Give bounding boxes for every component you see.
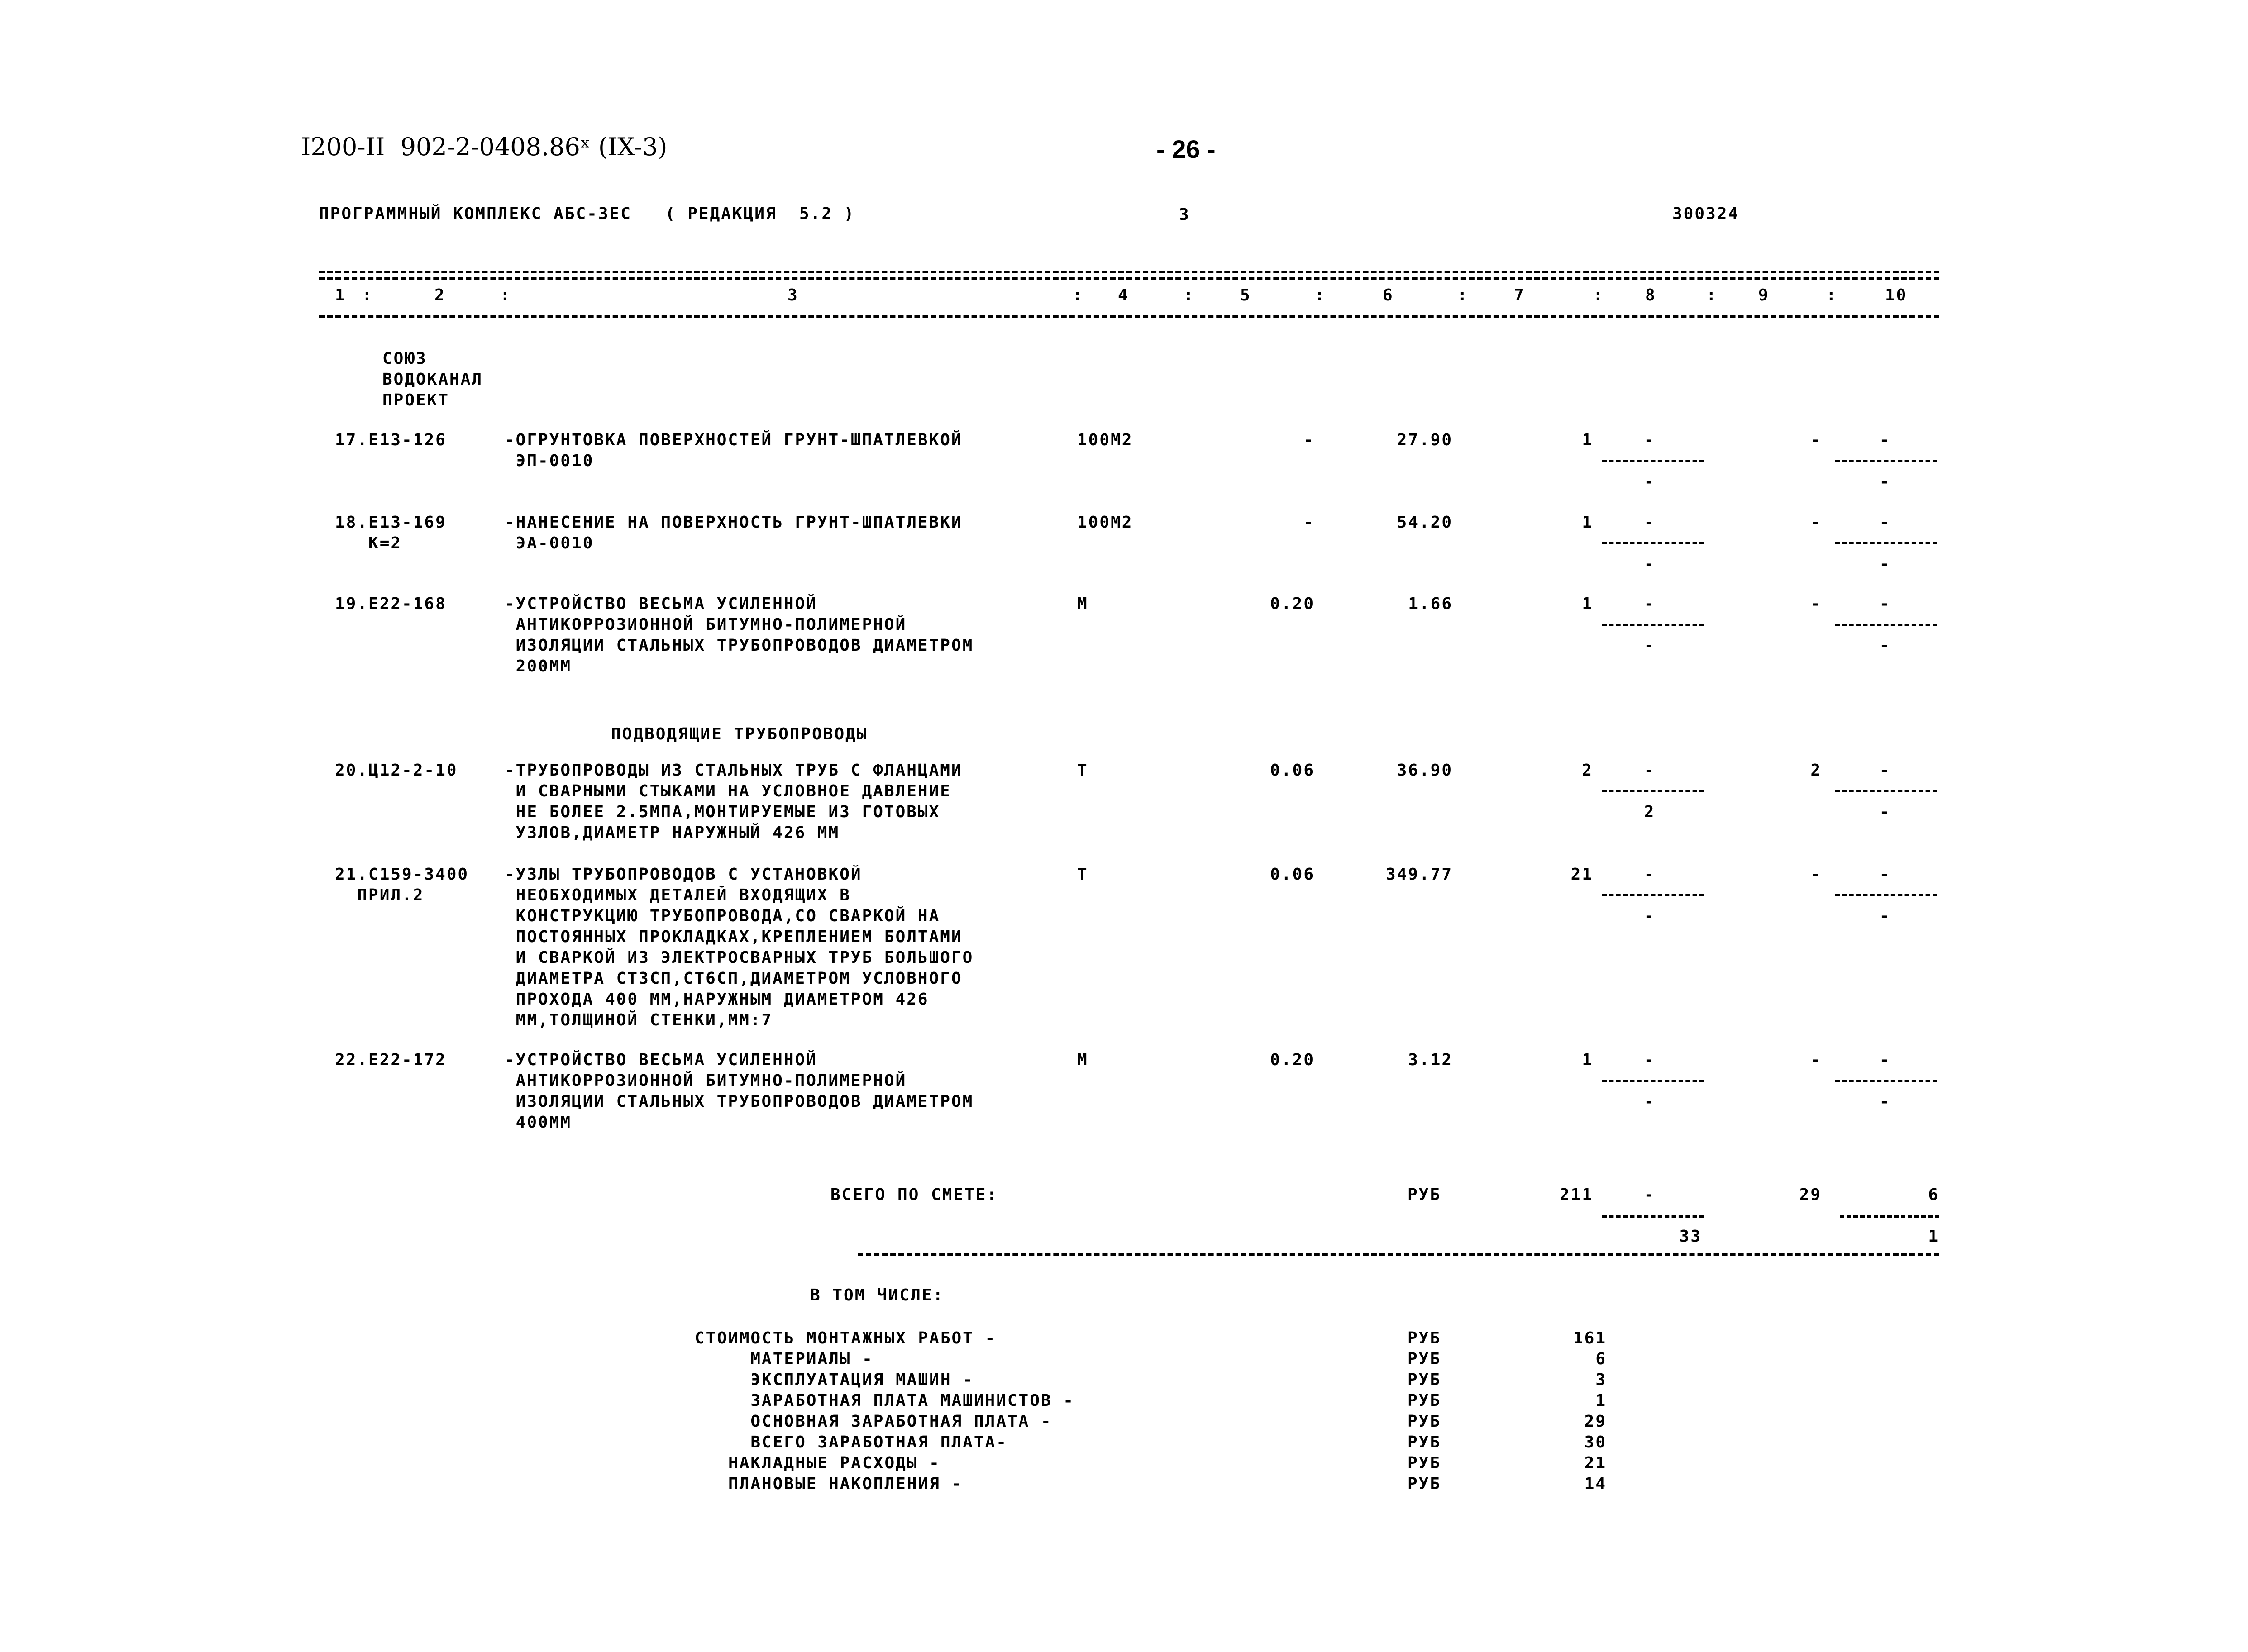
column-number: 3	[788, 286, 799, 305]
breakdown-value: 161	[1573, 1329, 1607, 1347]
row-total-col7: 1	[1582, 431, 1593, 449]
row-col10-bottom: -	[1879, 1092, 1891, 1111]
row-col10-top: -	[1879, 865, 1891, 884]
row-col10-bottom: -	[1879, 907, 1891, 925]
row-code: 22.Е22-172	[335, 1051, 447, 1069]
row-description: ДИАМЕТРА СТЗСП,СТ6СП,ДИАМЕТРОМ УСЛОВНОГО	[505, 969, 963, 988]
row-description: КОНСТРУКЦИЮ ТРУБОПРОВОДА,СО СВАРКОЙ НА	[505, 907, 940, 925]
column-separator: :	[362, 286, 373, 305]
row-description: -ОГРУНТОВКА ПОВЕРХНОСТЕЙ ГРУНТ-ШПАТЛЕВКОЙ	[505, 431, 963, 449]
row-col9: 2	[1810, 761, 1822, 780]
row-col9: -	[1810, 1051, 1822, 1069]
row-total-col7: 1	[1582, 595, 1593, 613]
row-col10-top: -	[1879, 513, 1891, 532]
column-separator: :	[1457, 286, 1469, 305]
organization-line: ПРОЕКТ	[382, 391, 450, 409]
row-unit: 100М2	[1077, 513, 1133, 532]
page-number: - 26 -	[1156, 135, 1216, 163]
column-separator: :	[1184, 286, 1195, 305]
row-col10-top: -	[1879, 761, 1891, 780]
breakdown-label: НАКЛАДНЫЕ РАСХОДЫ -	[695, 1454, 940, 1472]
row-col8-bottom: -	[1644, 636, 1656, 655]
fraction-line	[1602, 790, 1704, 792]
header-rule-top	[319, 271, 1939, 273]
row-col10-top: -	[1879, 431, 1891, 449]
row-col8-top: -	[1644, 761, 1656, 780]
total-col8-top: -	[1644, 1185, 1656, 1204]
row-description: И СВАРКОЙ ИЗ ЭЛЕКТРОСВАРНЫХ ТРУБ БОЛЬШОГО	[505, 948, 974, 967]
row-col10-bottom: -	[1879, 636, 1891, 655]
row-quantity: 0.20	[1270, 1051, 1315, 1069]
fraction-line	[1602, 1080, 1704, 1082]
fraction-line	[1835, 460, 1937, 462]
row-quantity: 0.06	[1270, 761, 1315, 780]
row-description: ЭП-0010	[505, 452, 594, 470]
breakdown-value: 14	[1584, 1475, 1607, 1493]
row-description: -УСТРОЙСТВО ВЕСЬМА УСИЛЕННОЙ	[505, 595, 817, 613]
row-code: 21.С159-3400	[335, 865, 469, 884]
document-number: 300324	[1672, 205, 1740, 223]
breakdown-label: ЭКСПЛУАТАЦИЯ МАШИН -	[695, 1371, 974, 1389]
breakdown-unit: РУБ	[1408, 1391, 1441, 1410]
breakdown-value: 6	[1595, 1350, 1607, 1368]
column-number: 1	[335, 286, 346, 305]
row-quantity: -	[1303, 431, 1315, 449]
row-col9: -	[1810, 865, 1822, 884]
row-col8-bottom: -	[1644, 555, 1656, 573]
total-rule	[858, 1253, 1939, 1256]
row-unit-price: 1.66	[1408, 595, 1453, 613]
breakdown-value: 29	[1584, 1412, 1607, 1431]
row-description: АНТИКОРРОЗИОННОЙ БИТУМНО-ПОЛИМЕРНОЙ	[505, 1071, 907, 1090]
section-heading: ПОДВОДЯЩИЕ ТРУБОПРОВОДЫ	[611, 725, 868, 743]
column-number: 9	[1758, 286, 1770, 305]
row-col8-top: -	[1644, 513, 1656, 532]
fraction-line	[1835, 624, 1937, 626]
row-quantity: 0.06	[1270, 865, 1315, 884]
breakdown-unit: РУБ	[1408, 1371, 1441, 1389]
row-col9: -	[1810, 431, 1822, 449]
breakdown-unit: РУБ	[1408, 1454, 1441, 1472]
breakdown-unit: РУБ	[1408, 1350, 1441, 1368]
breakdown-unit: РУБ	[1408, 1475, 1441, 1493]
breakdown-label: ЗАРАБОТНАЯ ПЛАТА МАШИНИСТОВ -	[695, 1391, 1074, 1410]
column-number: 8	[1645, 286, 1656, 305]
breakdown-heading: В ТОМ ЧИСЛЕ:	[810, 1286, 945, 1304]
breakdown-unit: РУБ	[1408, 1433, 1441, 1452]
row-col10-bottom: -	[1879, 472, 1891, 491]
row-col8-top: -	[1644, 431, 1656, 449]
header-rule-top-2	[319, 277, 1939, 280]
row-col8-bottom: -	[1644, 907, 1656, 925]
row-unit-price: 3.12	[1408, 1051, 1453, 1069]
document-code: I200-II 902-2-0408.86ˣ (IX-3)	[301, 133, 668, 161]
row-code: 19.Е22-168	[335, 595, 447, 613]
column-number: 6	[1383, 286, 1394, 305]
total-col10-top: 6	[1928, 1185, 1939, 1204]
header-rule-bottom	[319, 315, 1939, 318]
breakdown-label: ОСНОВНАЯ ЗАРАБОТНАЯ ПЛАТА -	[695, 1412, 1052, 1431]
row-col10-top: -	[1879, 595, 1891, 613]
row-description: ММ,ТОЛЩИНОЙ СТЕНКИ,ММ:7	[505, 1011, 773, 1029]
row-col9: -	[1810, 513, 1822, 532]
fraction-line	[1602, 624, 1704, 626]
breakdown-label: ВСЕГО ЗАРАБОТНАЯ ПЛАТА-	[695, 1433, 1007, 1452]
breakdown-value: 21	[1584, 1454, 1607, 1472]
row-code: К=2	[335, 534, 402, 552]
row-code: ПРИЛ.2	[335, 886, 425, 905]
row-description: НЕ БОЛЕЕ 2.5МПА,МОНТИРУЕМЫЕ ИЗ ГОТОВЫХ	[505, 803, 940, 821]
total-col7: 211	[1559, 1185, 1593, 1204]
fraction-line	[1835, 542, 1937, 544]
row-col8-bottom: -	[1644, 472, 1656, 491]
row-description: НЕОБХОДИМЫХ ДЕТАЛЕЙ ВХОДЯЩИХ В	[505, 886, 851, 905]
breakdown-unit: РУБ	[1408, 1329, 1441, 1347]
breakdown-value: 1	[1595, 1391, 1607, 1410]
total-label: ВСЕГО ПО СМЕТЕ:	[830, 1185, 998, 1204]
total-col10-bottom: 1	[1928, 1227, 1939, 1246]
column-number: 7	[1514, 286, 1525, 305]
row-total-col7: 2	[1582, 761, 1593, 780]
row-col10-bottom: -	[1879, 803, 1891, 821]
row-unit-price: 349.77	[1385, 865, 1453, 884]
row-description: ЭА-0010	[505, 534, 594, 552]
row-description: ПРОХОДА 400 ММ,НАРУЖНЫМ ДИАМЕТРОМ 426	[505, 990, 929, 1009]
breakdown-unit: РУБ	[1408, 1412, 1441, 1431]
row-col8-top: -	[1644, 595, 1656, 613]
row-unit-price: 27.90	[1397, 431, 1453, 449]
program-title: ПРОГРАММНЫЙ КОМПЛЕКС АБС-ЗЕС ( РЕДАКЦИЯ 5.2 )	[319, 205, 855, 223]
breakdown-value: 3	[1595, 1371, 1607, 1389]
row-col8-top: -	[1644, 865, 1656, 884]
row-unit-price: 54.20	[1397, 513, 1453, 532]
column-separator: :	[1826, 286, 1838, 305]
row-col8-bottom: -	[1644, 1092, 1656, 1111]
row-description: -УСТРОЙСТВО ВЕСЬМА УСИЛЕННОЙ	[505, 1051, 817, 1069]
sheet-number: 3	[1179, 205, 1190, 224]
row-total-col7: 21	[1570, 865, 1593, 884]
row-unit: М	[1077, 1051, 1088, 1069]
row-description: 200ММ	[505, 657, 572, 676]
fraction-line	[1835, 894, 1937, 896]
fraction-line	[1835, 790, 1937, 792]
row-code: 20.Ц12-2-10	[335, 761, 458, 780]
row-col10-top: -	[1879, 1051, 1891, 1069]
column-number: 5	[1240, 286, 1251, 305]
row-col9: -	[1810, 595, 1822, 613]
row-description: 400ММ	[505, 1113, 572, 1132]
row-code: 17.Е13-126	[335, 431, 447, 449]
row-col8-bottom: 2	[1644, 803, 1656, 821]
breakdown-label: СТОИМОСТЬ МОНТАЖНЫХ РАБОТ -	[695, 1329, 997, 1347]
row-description: ИЗОЛЯЦИИ СТАЛЬНЫХ ТРУБОПРОВОДОВ ДИАМЕТРОМ	[505, 1092, 974, 1111]
column-number: 2	[434, 286, 446, 305]
row-col10-bottom: -	[1879, 555, 1891, 573]
organization-line: СОЮЗ	[382, 349, 427, 368]
organization-line: ВОДОКАНАЛ	[382, 370, 483, 389]
fraction-line	[1840, 1215, 1939, 1218]
row-unit: М	[1077, 595, 1088, 613]
total-col8-bottom: 33	[1679, 1227, 1702, 1246]
fraction-line	[1602, 1215, 1704, 1218]
column-number: 4	[1118, 286, 1129, 305]
column-separator: :	[500, 286, 511, 305]
total-unit: РУБ	[1408, 1185, 1441, 1204]
row-quantity: -	[1303, 513, 1315, 532]
row-description: -УЗЛЫ ТРУБОПРОВОДОВ С УСТАНОВКОЙ	[505, 865, 862, 884]
row-code: 18.Е13-169	[335, 513, 447, 532]
total-col9: 29	[1799, 1185, 1822, 1204]
row-description: УЗЛОВ,ДИАМЕТР НАРУЖНЫЙ 426 ММ	[505, 824, 840, 842]
column-number: 10	[1885, 286, 1908, 305]
fraction-line	[1602, 542, 1704, 544]
fraction-line	[1602, 460, 1704, 462]
breakdown-label: МАТЕРИАЛЫ -	[695, 1350, 873, 1368]
fraction-line	[1602, 894, 1704, 896]
row-total-col7: 1	[1582, 1051, 1593, 1069]
row-description: -НАНЕСЕНИЕ НА ПОВЕРХНОСТЬ ГРУНТ-ШПАТЛЕВКИ	[505, 513, 963, 532]
row-unit: Т	[1077, 761, 1088, 780]
row-description: АНТИКОРРОЗИОННОЙ БИТУМНО-ПОЛИМЕРНОЙ	[505, 615, 907, 634]
row-description: И СВАРНЫМИ СТЫКАМИ НА УСЛОВНОЕ ДАВЛЕНИЕ	[505, 782, 951, 800]
row-col8-top: -	[1644, 1051, 1656, 1069]
row-description: ПОСТОЯННЫХ ПРОКЛАДКАХ,КРЕПЛЕНИЕМ БОЛТАМИ	[505, 928, 963, 946]
row-description: -ТРУБОПРОВОДЫ ИЗ СТАЛЬНЫХ ТРУБ С ФЛАНЦАМИ	[505, 761, 963, 780]
breakdown-value: 30	[1584, 1433, 1607, 1452]
column-separator: :	[1073, 286, 1084, 305]
row-description: ИЗОЛЯЦИИ СТАЛЬНЫХ ТРУБОПРОВОДОВ ДИАМЕТРОМ	[505, 636, 974, 655]
row-unit: Т	[1077, 865, 1088, 884]
column-separator: :	[1593, 286, 1604, 305]
fraction-line	[1835, 1080, 1937, 1082]
column-separator: :	[1315, 286, 1326, 305]
row-unit-price: 36.90	[1397, 761, 1453, 780]
breakdown-label: ПЛАНОВЫЕ НАКОПЛЕНИЯ -	[695, 1475, 963, 1493]
row-unit: 100М2	[1077, 431, 1133, 449]
column-separator: :	[1706, 286, 1718, 305]
row-quantity: 0.20	[1270, 595, 1315, 613]
row-total-col7: 1	[1582, 513, 1593, 532]
